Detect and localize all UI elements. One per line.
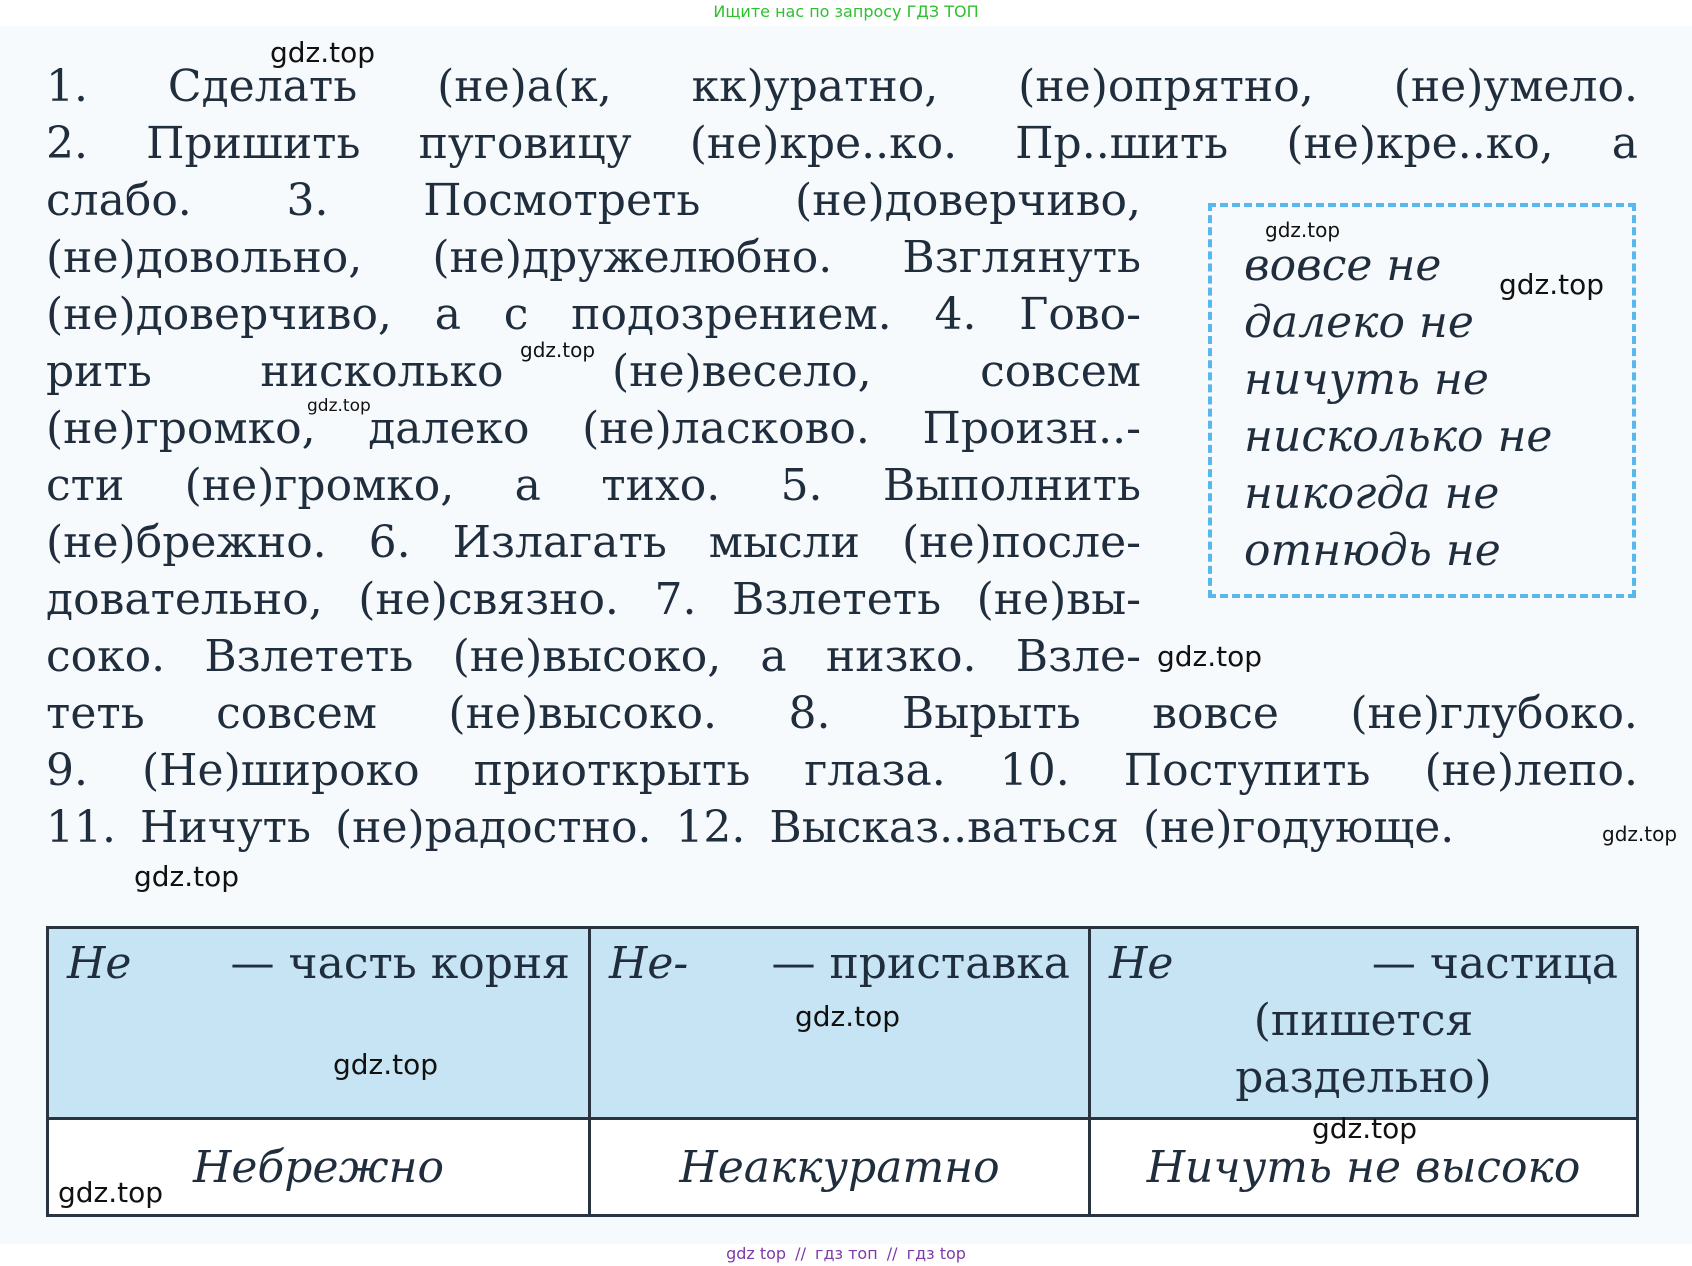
exercise-word: а bbox=[760, 631, 787, 682]
header-line: (пишется bbox=[1253, 995, 1474, 1046]
exercise-word: кк)уратно, bbox=[691, 61, 939, 112]
exercise-line bbox=[46, 229, 1141, 286]
exercise-word: довательно, bbox=[46, 574, 323, 625]
exercise-word: (не)после- bbox=[901, 517, 1141, 568]
hint-item: никогда не bbox=[1244, 468, 1500, 519]
exercise-word: Гово- bbox=[1019, 289, 1141, 340]
watermark: gdz.top bbox=[1312, 1112, 1418, 1145]
exercise-word: (не)доверчиво, bbox=[795, 175, 1141, 226]
exercise-word: совсем bbox=[216, 688, 377, 739]
exercise-word: Выполнить bbox=[882, 460, 1141, 511]
exercise-word: (не)умело. bbox=[1393, 61, 1638, 112]
exercise-word: Излагать bbox=[452, 517, 667, 568]
exercise-word: (не)глубоко. bbox=[1350, 688, 1638, 739]
header-rest: — частица bbox=[1371, 938, 1618, 989]
exercise-line bbox=[46, 457, 1141, 514]
exercise-word: (не)связно. bbox=[358, 574, 619, 625]
exercise-line bbox=[46, 685, 1638, 742]
exercise-word: подозрением. bbox=[571, 289, 892, 340]
answer-table bbox=[46, 926, 1639, 1217]
exercise-word: (не)радостно. bbox=[334, 802, 652, 853]
exercise-line bbox=[46, 571, 1141, 628]
watermark: gdz.top bbox=[270, 36, 376, 69]
exercise-word: Вырыть bbox=[901, 688, 1081, 739]
exercise-word: (не)годующе. bbox=[1142, 802, 1455, 853]
bottom-link[interactable]: gdz top bbox=[726, 1244, 787, 1263]
exercise-word: Ничуть bbox=[139, 802, 311, 853]
exercise-word: низко. bbox=[825, 631, 977, 682]
exercise-word: Взлететь bbox=[204, 631, 414, 682]
exercise-word: (не)вы- bbox=[976, 574, 1141, 625]
exercise-word: (не)лепо. bbox=[1424, 745, 1638, 796]
exercise-word: нисколько bbox=[260, 346, 504, 397]
exercise-word: Пр..шить bbox=[1015, 118, 1229, 169]
exercise-line bbox=[46, 514, 1141, 571]
top-banner[interactable]: Ищите нас по запросу ГДЗ ТОП bbox=[713, 2, 979, 21]
exercise-line bbox=[46, 115, 1638, 172]
exercise-line bbox=[46, 286, 1141, 343]
exercise-word: Пришить bbox=[146, 118, 361, 169]
exercise-word: Взглянуть bbox=[902, 232, 1141, 283]
exercise-word: 2. bbox=[46, 118, 88, 169]
exercise-word: Поступить bbox=[1123, 745, 1371, 796]
exercise-word: (не)ласково. bbox=[582, 403, 870, 454]
exercise-word: Посмотреть bbox=[423, 175, 701, 226]
exercise-word: Сделать bbox=[167, 61, 358, 112]
watermark: gdz.top bbox=[1265, 218, 1341, 242]
exercise-word: вовсе bbox=[1152, 688, 1279, 739]
exercise-word: (не)брежно. bbox=[46, 517, 327, 568]
exercise-word: 10. bbox=[999, 745, 1070, 796]
hint-item: отнюдь не bbox=[1244, 525, 1501, 576]
exercise-word: (Не)широко bbox=[142, 745, 420, 796]
header-word: Не bbox=[67, 938, 132, 989]
exercise-word: а bbox=[1611, 118, 1638, 169]
exercise-word: Взлететь bbox=[732, 574, 942, 625]
exercise-word: (не)весело, bbox=[612, 346, 872, 397]
exercise-line bbox=[46, 799, 1638, 856]
exercise-word: 5. bbox=[780, 460, 823, 511]
exercise-line bbox=[46, 172, 1141, 229]
exercise-word: 7. bbox=[654, 574, 697, 625]
exercise-word: (не)опрятно, bbox=[1018, 61, 1314, 112]
exercise-word: сти bbox=[46, 460, 125, 511]
hint-item: нисколько не bbox=[1244, 411, 1553, 462]
hint-item: ничуть не bbox=[1244, 354, 1489, 405]
exercise-word: (не)высоко, bbox=[452, 631, 722, 682]
exercise-word: (не)доверчиво, bbox=[46, 289, 392, 340]
exercise-word: (не)кре..ко. bbox=[689, 118, 958, 169]
exercise-word: (не)довольно, bbox=[46, 232, 363, 283]
watermark: gdz.top bbox=[58, 1176, 164, 1209]
exercise-word: а bbox=[434, 289, 461, 340]
exercise-word: (не)дружелюбно. bbox=[432, 232, 833, 283]
exercise-word: (не)кре..ко, bbox=[1286, 118, 1554, 169]
exercise-word: а bbox=[514, 460, 541, 511]
table-header-cell bbox=[1090, 928, 1638, 1119]
exercise-word: (не)а(к, bbox=[437, 61, 612, 112]
header-rest: — приставка bbox=[771, 938, 1070, 989]
exercise-word: 1. bbox=[46, 61, 88, 112]
exercise-word: приоткрыть bbox=[473, 745, 751, 796]
exercise-word: теть bbox=[46, 688, 145, 739]
exercise-word: слабо. bbox=[46, 175, 192, 226]
exercise-word: совсем bbox=[980, 346, 1141, 397]
watermark: gdz.top bbox=[1157, 640, 1263, 673]
exercise-word: 12. bbox=[675, 802, 746, 853]
table-cell: Неаккуратно bbox=[590, 1119, 1090, 1216]
exercise-word: пуговицу bbox=[418, 118, 632, 169]
exercise-word: мысли bbox=[708, 517, 860, 568]
watermark: gdz.top bbox=[1499, 268, 1605, 301]
exercise-word: 8. bbox=[788, 688, 831, 739]
exercise-line bbox=[46, 400, 1141, 457]
exercise-word: (не)громко, bbox=[184, 460, 455, 511]
watermark: gdz.top bbox=[520, 338, 596, 362]
hint-item: далеко не bbox=[1244, 297, 1474, 348]
exercise-word: 4. bbox=[934, 289, 977, 340]
exercise-word: 9. bbox=[46, 745, 88, 796]
bottom-link[interactable]: гдз топ bbox=[815, 1244, 878, 1263]
header-line: раздельно) bbox=[1235, 1052, 1492, 1103]
watermark: gdz.top bbox=[134, 860, 240, 893]
exercise-word: Высказ..ваться bbox=[769, 802, 1119, 853]
hint-item: вовсе не bbox=[1244, 240, 1442, 291]
bottom-separator: // bbox=[795, 1244, 806, 1263]
header-word: Не- bbox=[609, 938, 689, 989]
header-rest: — часть корня bbox=[230, 938, 570, 989]
exercise-word: (не)громко, bbox=[46, 403, 316, 454]
exercise-word: тихо. bbox=[601, 460, 721, 511]
exercise-line bbox=[46, 628, 1141, 685]
watermark: gdz.top bbox=[333, 1048, 439, 1081]
hint-box bbox=[1208, 203, 1636, 598]
header-word: Не bbox=[1109, 938, 1174, 989]
table-cell: Ничуть не высоко bbox=[1090, 1119, 1638, 1216]
table-cell: Небрежно bbox=[48, 1119, 590, 1216]
bottom-links bbox=[0, 1244, 1692, 1266]
bottom-link[interactable]: гдз top bbox=[906, 1244, 966, 1263]
exercise-word: рить bbox=[46, 346, 152, 397]
exercise-word: Взле- bbox=[1015, 631, 1141, 682]
exercise-word: глаза. bbox=[804, 745, 946, 796]
exercise-word: 3. bbox=[286, 175, 329, 226]
watermark: gdz.top bbox=[795, 1000, 901, 1033]
exercise-word: 11. bbox=[46, 802, 116, 853]
exercise-word: далеко bbox=[368, 403, 530, 454]
exercise-line bbox=[46, 742, 1638, 799]
exercise-word: Произн..- bbox=[922, 403, 1141, 454]
exercise-word: 6. bbox=[368, 517, 411, 568]
watermark: gdz.top bbox=[307, 396, 371, 416]
watermark: gdz.top bbox=[1602, 822, 1678, 846]
exercise-word: (не)высоко. bbox=[448, 688, 718, 739]
exercise-word: с bbox=[503, 289, 529, 340]
table-header-cell bbox=[48, 928, 590, 1119]
bottom-separator: // bbox=[886, 1244, 898, 1263]
exercise-word: соко. bbox=[46, 631, 166, 682]
